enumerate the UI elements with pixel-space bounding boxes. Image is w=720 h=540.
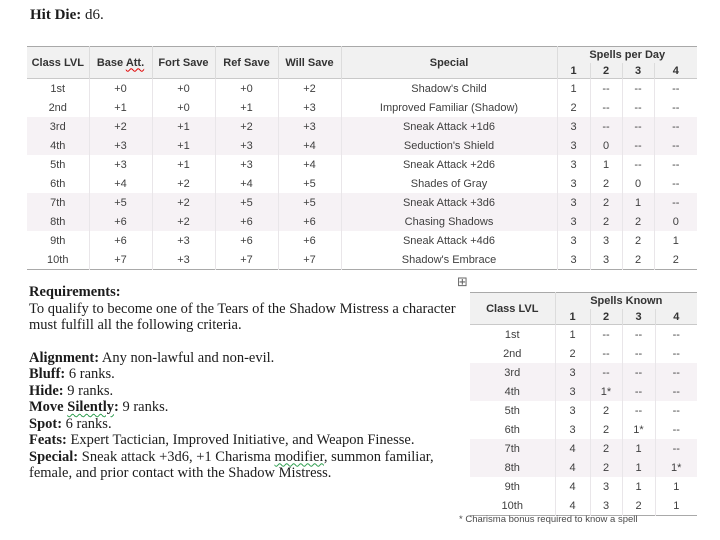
table-cell: -- [622, 155, 654, 174]
table-cell: -- [590, 344, 622, 363]
table-cell: 3 [555, 420, 590, 439]
table-cell: 4th [27, 136, 89, 155]
req-hide: Hide: 9 ranks. [29, 382, 114, 399]
table-cell: 2 [590, 458, 622, 477]
table-cell: -- [655, 401, 697, 420]
table-cell: 4 [555, 458, 590, 477]
table-cell: 3 [555, 401, 590, 420]
table-cell: 3 [557, 174, 590, 193]
table-cell: +4 [89, 174, 152, 193]
table-cell: +7 [215, 250, 278, 270]
table-cell: 2 [590, 212, 622, 231]
table-cell: -- [655, 382, 697, 401]
req-special: Special: Sneak attack +3d6, +1 Charisma modifier, summon familiar, female, and prior contact with the Shadow Mistress. [29, 448, 434, 481]
table-cell: +6 [278, 231, 341, 250]
table-row [27, 174, 697, 193]
spell-level-1-header: 1 [557, 63, 590, 79]
table-cell: 3 [555, 382, 590, 401]
table-cell: -- [654, 136, 697, 155]
table-cell: +3 [215, 155, 278, 174]
table-cell: +1 [152, 117, 215, 136]
table-cell: 1 [654, 231, 697, 250]
table-cell: -- [655, 344, 697, 363]
blank-line [29, 334, 461, 350]
table-row [27, 136, 697, 155]
table-cell: -- [654, 98, 697, 117]
table-cell: 1* [590, 382, 622, 401]
table-cell: +2 [215, 117, 278, 136]
table-cell: 3rd [470, 363, 555, 382]
spells-known-table [470, 292, 697, 516]
table-cell: 0 [590, 136, 622, 155]
table-cell: 3 [590, 231, 622, 250]
table-cell: +5 [215, 193, 278, 212]
hit-die-value: d6. [81, 7, 104, 23]
table-cell: -- [622, 117, 654, 136]
table-row [470, 401, 697, 420]
table-cell: 4 [555, 477, 590, 496]
table-cell: +3 [152, 231, 215, 250]
table-cell: 1 [655, 496, 697, 516]
table-cell: +7 [278, 250, 341, 270]
spell-level-3-header: 3 [622, 63, 654, 79]
table-cell: 2 [590, 420, 622, 439]
table-row [27, 155, 697, 174]
table-cell: 9th [470, 477, 555, 496]
table-cell: +1 [152, 136, 215, 155]
table-cell: 1st [27, 79, 89, 99]
table-cell: 2nd [470, 344, 555, 363]
spell-level-2-header: 2 [590, 63, 622, 79]
table-cell: 8th [470, 458, 555, 477]
table-cell: -- [654, 174, 697, 193]
table-cell: -- [654, 79, 697, 99]
table-cell: 3 [557, 212, 590, 231]
table-cell: 2 [555, 344, 590, 363]
table-cell: 0 [654, 212, 697, 231]
table-cell: +2 [152, 174, 215, 193]
table-cell: 1 [622, 477, 655, 496]
table-cell: Sneak Attack +3d6 [341, 193, 557, 212]
known-level-4-header: 4 [655, 309, 697, 325]
table-cell: +6 [89, 231, 152, 250]
table-cell: 2 [590, 174, 622, 193]
table-cell: -- [655, 363, 697, 382]
table-cell: Sneak Attack +4d6 [341, 231, 557, 250]
table-cell: 5th [27, 155, 89, 174]
table-cell: +3 [278, 98, 341, 117]
table-cell: Shadow's Child [341, 79, 557, 99]
table-cell: +4 [278, 136, 341, 155]
req-feats: Feats: Expert Tactician, Improved Initiative, and Weapon Finesse. [29, 432, 415, 448]
table-cell: 4 [555, 439, 590, 458]
spells-known-footnote: * Charisma bonus required to know a spell [459, 514, 638, 525]
table-cell: 2 [590, 439, 622, 458]
table-cell: +0 [89, 79, 152, 99]
table-cell: 10th [27, 250, 89, 270]
table-row [470, 477, 697, 496]
req-alignment: Alignment: Any non-lawful and non-evil. [29, 349, 275, 366]
table-cell: 1 [622, 439, 655, 458]
main-table-header-row [27, 47, 697, 64]
table-cell: +1 [89, 98, 152, 117]
table-cell: Shades of Gray [341, 174, 557, 193]
table-cell: 2 [622, 250, 654, 270]
table-cell: +6 [89, 212, 152, 231]
col-header-ref-save: Ref Save [215, 47, 278, 79]
table-cell: -- [655, 420, 697, 439]
table-cell: 6th [470, 420, 555, 439]
table-cell: +0 [215, 79, 278, 99]
table-cell: -- [590, 79, 622, 99]
table-cell: -- [655, 439, 697, 458]
table-cell: 3 [557, 250, 590, 270]
table-cell: -- [654, 193, 697, 212]
table-cell: 1 [655, 477, 697, 496]
base-att-misspelled-word: Att. [125, 56, 145, 69]
table-cell: 3 [557, 231, 590, 250]
table-row [470, 439, 697, 458]
table-cell: 7th [27, 193, 89, 212]
table-row [27, 250, 697, 270]
table-row [470, 325, 697, 345]
table-cell: -- [622, 382, 655, 401]
table-cell: -- [590, 117, 622, 136]
table-cell: 1* [655, 458, 697, 477]
table-cell: -- [622, 79, 654, 99]
table-cell: +6 [215, 231, 278, 250]
table-cell: 3rd [27, 117, 89, 136]
requirements-section [29, 284, 461, 482]
modifier-misspelled-word: modifier [274, 448, 324, 465]
table-cell: +5 [278, 193, 341, 212]
col-group-spells-per-day: Spells per Day [557, 47, 697, 64]
table-cell: -- [622, 136, 654, 155]
table-cell: 1 [557, 79, 590, 99]
table-cell: +3 [278, 117, 341, 136]
table-cell: 7th [470, 439, 555, 458]
table-cell: 2 [622, 212, 654, 231]
table-cell: Chasing Shadows [341, 212, 557, 231]
table-cell: 3 [557, 136, 590, 155]
table-cell: 3 [590, 477, 622, 496]
table-cell: +2 [89, 117, 152, 136]
table-cell: Seduction's Shield [341, 136, 557, 155]
move-silently-misspelled-word: Silently [67, 399, 114, 415]
table-cell: -- [622, 401, 655, 420]
table-cell: 3 [557, 117, 590, 136]
table-row [27, 212, 697, 231]
table-row [470, 420, 697, 439]
known-level-2-header: 2 [590, 309, 622, 325]
table-cell: +0 [152, 79, 215, 99]
table-cell: 1st [470, 325, 555, 345]
table-row [27, 79, 697, 99]
table-row [27, 98, 697, 117]
table-cell: -- [655, 325, 697, 345]
table-cell: 2 [590, 401, 622, 420]
table-cell: -- [590, 98, 622, 117]
table-row [470, 344, 697, 363]
table-cell: 1 [590, 155, 622, 174]
col-header-will-save: Will Save [278, 47, 341, 79]
table-cell: 1 [555, 325, 590, 345]
col-header-base-att [89, 47, 152, 79]
table-row [470, 363, 697, 382]
req-spot: Spot: 6 ranks. [29, 415, 112, 432]
table-cell: Shadow's Embrace [341, 250, 557, 270]
table-cell: +7 [89, 250, 152, 270]
requirements-intro: To qualify to become one of the Tears of the Shadow Mistress a character must fulfill all the following criteria. [29, 300, 456, 333]
col-header-class-lvl: Class LVL [27, 47, 89, 79]
table-cell: Sneak Attack +1d6 [341, 117, 557, 136]
table-cell: 3 [590, 496, 622, 516]
table-cell: -- [622, 363, 655, 382]
table-cell: 4th [470, 382, 555, 401]
table-cell: 9th [27, 231, 89, 250]
table-cell: 6th [27, 174, 89, 193]
table-cell: +3 [215, 136, 278, 155]
table-cell: +5 [89, 193, 152, 212]
known-level-1-header: 1 [555, 309, 590, 325]
table-cell: 2 [654, 250, 697, 270]
hit-die-label: Hit Die: [30, 7, 82, 23]
table-cell: Sneak Attack +2d6 [341, 155, 557, 174]
table-cell: -- [654, 155, 697, 174]
col-header-fort-save: Fort Save [152, 47, 215, 79]
table-cell: +3 [89, 136, 152, 155]
req-bluff: Bluff: 6 ranks. [29, 366, 115, 382]
table-row [27, 231, 697, 250]
table-row [470, 496, 697, 516]
table-row [470, 382, 697, 401]
table-cell: +6 [215, 212, 278, 231]
known-table-header-row [470, 293, 697, 310]
table-cell: +4 [215, 174, 278, 193]
table-cell: -- [622, 344, 655, 363]
table-cell: 3 [557, 193, 590, 212]
table-cell: 4 [555, 496, 590, 516]
table-cell: -- [622, 98, 654, 117]
table-cell: +2 [152, 212, 215, 231]
table-cell: 2 [557, 98, 590, 117]
table-cell: 1* [622, 420, 655, 439]
table-cell: +1 [215, 98, 278, 117]
table-cell: -- [622, 325, 655, 345]
table-cell: 3 [557, 155, 590, 174]
table-cell: 2 [622, 496, 655, 516]
table-cell: 3 [590, 250, 622, 270]
table-cell: -- [654, 117, 697, 136]
table-cell: +2 [152, 193, 215, 212]
table-cell: +2 [278, 79, 341, 99]
table-cell: +3 [152, 250, 215, 270]
table-row [27, 117, 697, 136]
table-cell: 3 [555, 363, 590, 382]
table-cell: +0 [152, 98, 215, 117]
table-cell: 0 [622, 174, 654, 193]
table-cell: 2nd [27, 98, 89, 117]
table-cell: +3 [89, 155, 152, 174]
req-move-silently: Move Silently: 9 ranks. [29, 399, 169, 415]
col-group-spells-known: Spells Known [555, 293, 697, 310]
table-cell: 2 [590, 193, 622, 212]
table-cell: -- [590, 363, 622, 382]
table-cell: +1 [152, 155, 215, 174]
spell-level-4-header: 4 [654, 63, 697, 79]
col-header-special: Special [341, 47, 557, 79]
table-cell: -- [590, 325, 622, 345]
table-cell: +4 [278, 155, 341, 174]
table-cell: 8th [27, 212, 89, 231]
requirements-heading: Requirements: [29, 284, 121, 300]
table-move-handle-icon[interactable]: ⊞ [457, 275, 468, 290]
base-att-text: Base [96, 56, 126, 69]
table-row [470, 458, 697, 477]
table-cell: 1 [622, 458, 655, 477]
class-progression-table [27, 46, 697, 270]
known-level-3-header: 3 [622, 309, 655, 325]
table-row [27, 193, 697, 212]
table-cell: 10th [470, 496, 555, 516]
table-cell: Improved Familiar (Shadow) [341, 98, 557, 117]
table-cell: 5th [470, 401, 555, 420]
table-cell: +5 [278, 174, 341, 193]
table-cell: 1 [622, 193, 654, 212]
known-col-header-class-lvl: Class LVL [470, 293, 555, 325]
table-cell: 2 [622, 231, 654, 250]
table-cell: +6 [278, 212, 341, 231]
hit-die-line [30, 7, 104, 24]
